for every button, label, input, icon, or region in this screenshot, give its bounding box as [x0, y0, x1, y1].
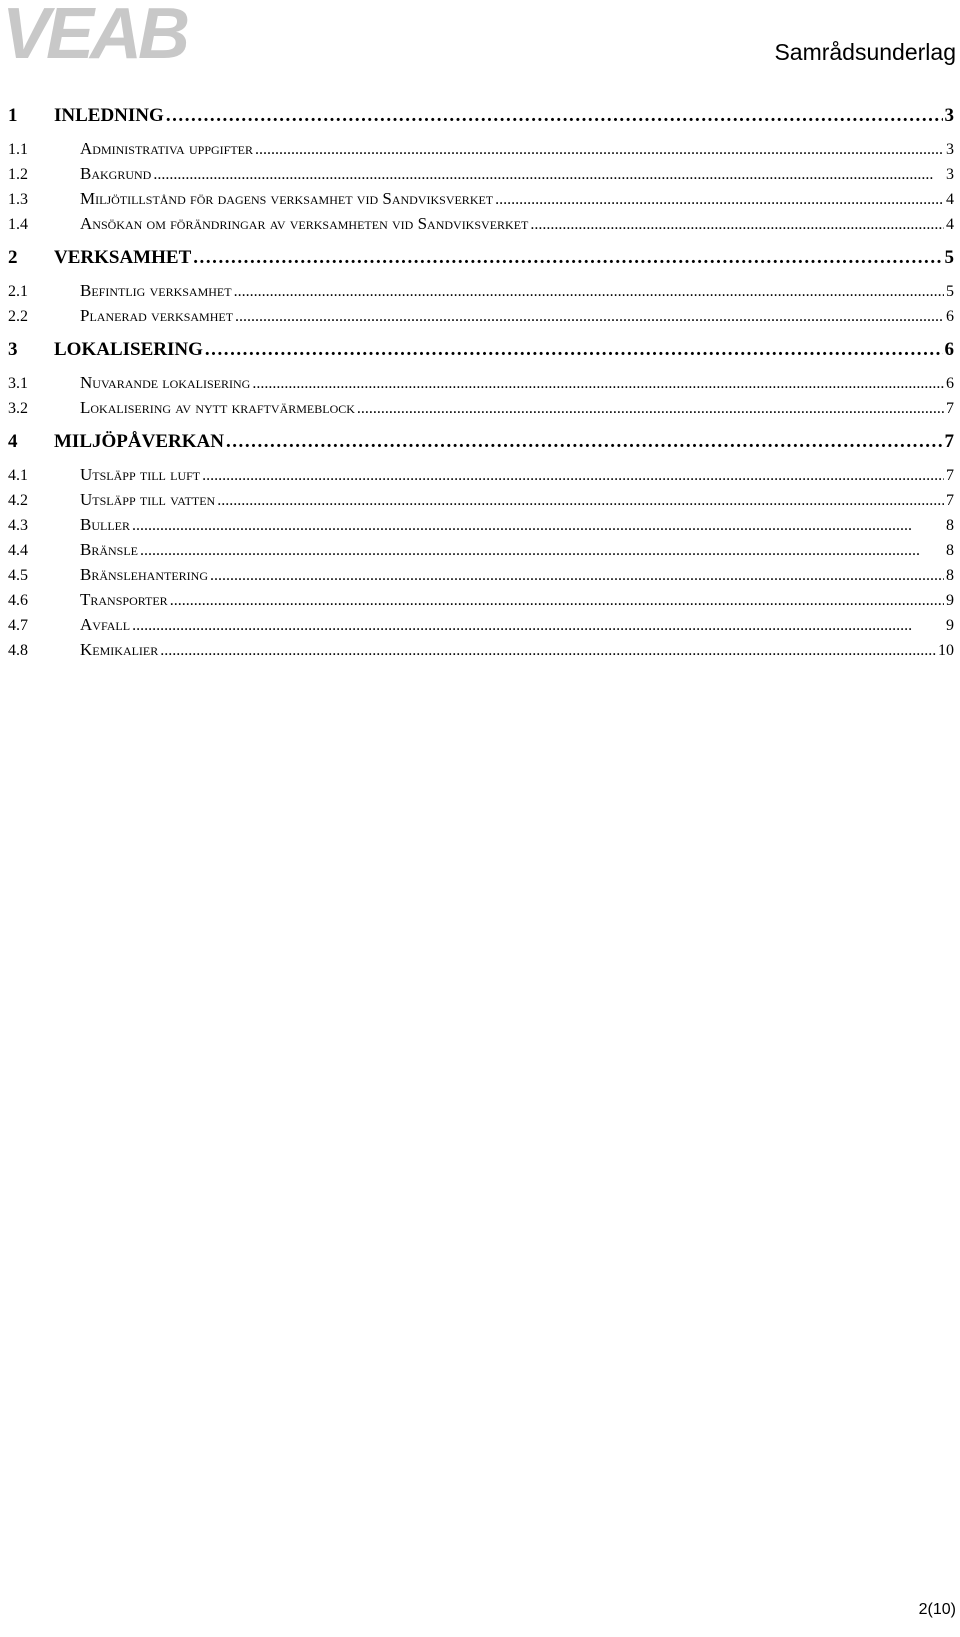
- toc-leader-dots: [495, 191, 944, 209]
- toc-entry-page: 6: [946, 308, 954, 325]
- toc-entry-number: 3.1: [8, 375, 28, 392]
- toc-subsection-entry[interactable]: [8, 465, 954, 490]
- toc-leader-dots: [132, 517, 944, 535]
- toc-entry-page: 8: [946, 517, 954, 534]
- toc-entry-title: VERKSAMHET: [54, 247, 192, 268]
- toc-subsection-entry[interactable]: [8, 189, 954, 214]
- toc-entry-title: Lokalisering av nytt kraftvärmeblock: [80, 398, 355, 417]
- toc-leader-dots: [193, 247, 942, 269]
- toc-leader-dots: [217, 492, 944, 510]
- toc-entry-page: 7: [946, 492, 954, 509]
- toc-leader-dots: [234, 283, 944, 301]
- toc-entry-number: 4.7: [8, 617, 28, 634]
- toc-entry-number: 4.4: [8, 542, 28, 559]
- toc-leader-dots: [210, 567, 944, 585]
- toc-section-entry[interactable]: [8, 105, 954, 131]
- toc-entry-number: 2.1: [8, 283, 28, 300]
- toc-entry-number: 4.3: [8, 517, 28, 534]
- toc-section-entry[interactable]: [8, 247, 954, 273]
- toc-entry-page: 3: [946, 166, 954, 183]
- toc-subsection-entry[interactable]: [8, 615, 954, 640]
- toc-entry-page: 8: [946, 567, 954, 584]
- toc-entry-number: 1.1: [8, 141, 28, 158]
- toc-entry-page: 9: [946, 592, 954, 609]
- toc-section-entry[interactable]: [8, 339, 954, 365]
- veab-logo-graphic: [0, 0, 190, 66]
- toc-entry-number: 1.3: [8, 191, 28, 208]
- table-of-contents: [8, 105, 954, 665]
- toc-leader-dots: [170, 592, 944, 610]
- toc-subsection-entry[interactable]: [8, 139, 954, 164]
- toc-subsection-entry[interactable]: [8, 490, 954, 515]
- toc-entry-title: Nuvarande lokalisering: [80, 373, 251, 392]
- logo-text: VEAB: [2, 0, 187, 66]
- toc-subsection-entry[interactable]: [8, 565, 954, 590]
- veab-logo: [0, 0, 200, 70]
- toc-entry-title: Avfall: [80, 615, 131, 634]
- toc-entry-number: 3.2: [8, 400, 28, 417]
- toc-entry-number: 4.2: [8, 492, 28, 509]
- toc-leader-dots: [160, 642, 936, 660]
- toc-entry-title: MILJÖPÅVERKAN: [54, 431, 224, 452]
- toc-leader-dots: [357, 400, 944, 418]
- toc-subsection-entry[interactable]: [8, 540, 954, 565]
- toc-entry-page: 5: [946, 283, 954, 300]
- toc-leader-dots: [255, 141, 944, 159]
- toc-entry-title: Administrativa uppgifter: [80, 139, 253, 158]
- toc-leader-dots: [132, 617, 944, 635]
- toc-leader-dots: [235, 308, 944, 326]
- toc-entry-page: 9: [946, 617, 954, 634]
- toc-entry-title: Befintlig verksamhet: [80, 281, 232, 300]
- toc-entry-title: Ansökan om förändringar av verksamheten vid Sandviksverket: [80, 214, 529, 233]
- toc-subsection-entry[interactable]: [8, 640, 954, 665]
- toc-entry-title: Miljötillstånd för dagens verksamhet vid Sandviksverket: [80, 189, 494, 208]
- toc-entry-page: 3: [946, 141, 954, 158]
- toc-entry-page: 7: [946, 467, 954, 484]
- toc-entry-title: Transporter: [80, 590, 168, 609]
- toc-entry-title: Buller: [80, 515, 130, 534]
- toc-leader-dots: [140, 542, 944, 560]
- toc-subsection-entry[interactable]: [8, 306, 954, 331]
- toc-subsection-entry[interactable]: [8, 590, 954, 615]
- toc-entry-title: INLEDNING: [54, 105, 164, 126]
- toc-leader-dots: [252, 375, 944, 393]
- toc-entry-number: 1: [8, 105, 18, 126]
- toc-leader-dots: [166, 105, 943, 127]
- toc-entry-title: Bränslehantering: [80, 565, 208, 584]
- toc-entry-title: Utsläpp till luft: [80, 465, 201, 484]
- toc-entry-page: 8: [946, 542, 954, 559]
- toc-subsection-entry[interactable]: [8, 373, 954, 398]
- toc-subsection-entry[interactable]: [8, 281, 954, 306]
- toc-subsection-entry[interactable]: [8, 515, 954, 540]
- toc-subsection-entry[interactable]: [8, 214, 954, 239]
- toc-leader-dots: [205, 339, 943, 361]
- toc-entry-page: 10: [938, 642, 954, 659]
- toc-entry-number: 4.8: [8, 642, 28, 659]
- toc-entry-page: 6: [946, 375, 954, 392]
- toc-entry-title: Utsläpp till vatten: [80, 490, 216, 509]
- document-type-label: Samrådsunderlag: [774, 39, 956, 65]
- toc-entry-page: 5: [944, 247, 954, 268]
- toc-entry-page: 4: [946, 191, 954, 208]
- toc-subsection-entry[interactable]: [8, 398, 954, 423]
- toc-entry-number: 2: [8, 247, 18, 268]
- toc-entry-page: 3: [944, 105, 954, 126]
- toc-leader-dots: [153, 166, 944, 184]
- toc-entry-number: 1.4: [8, 216, 28, 233]
- toc-entry-number: 1.2: [8, 166, 28, 183]
- toc-entry-number: 4: [8, 431, 18, 452]
- page-number: 2(10): [918, 1601, 956, 1618]
- toc-entry-page: 7: [944, 431, 954, 452]
- toc-entry-title: LOKALISERING: [54, 339, 203, 360]
- toc-section-entry[interactable]: [8, 431, 954, 457]
- toc-leader-dots: [202, 467, 944, 485]
- toc-entry-title: Bränsle: [80, 540, 139, 559]
- toc-entry-title: Bakgrund: [80, 164, 152, 183]
- toc-entry-number: 3: [8, 339, 18, 360]
- toc-entry-page: 4: [946, 216, 954, 233]
- toc-entry-number: 4.5: [8, 567, 28, 584]
- toc-leader-dots: [530, 216, 944, 234]
- toc-entry-page: 6: [944, 339, 954, 360]
- toc-entry-number: 2.2: [8, 308, 28, 325]
- toc-entry-number: 4.6: [8, 592, 28, 609]
- toc-entry-number: 4.1: [8, 467, 28, 484]
- toc-entry-title: Planerad verksamhet: [80, 306, 234, 325]
- toc-entry-page: 7: [946, 400, 954, 417]
- toc-leader-dots: [226, 431, 943, 453]
- toc-entry-title: Kemikalier: [80, 640, 159, 659]
- toc-subsection-entry[interactable]: [8, 164, 954, 189]
